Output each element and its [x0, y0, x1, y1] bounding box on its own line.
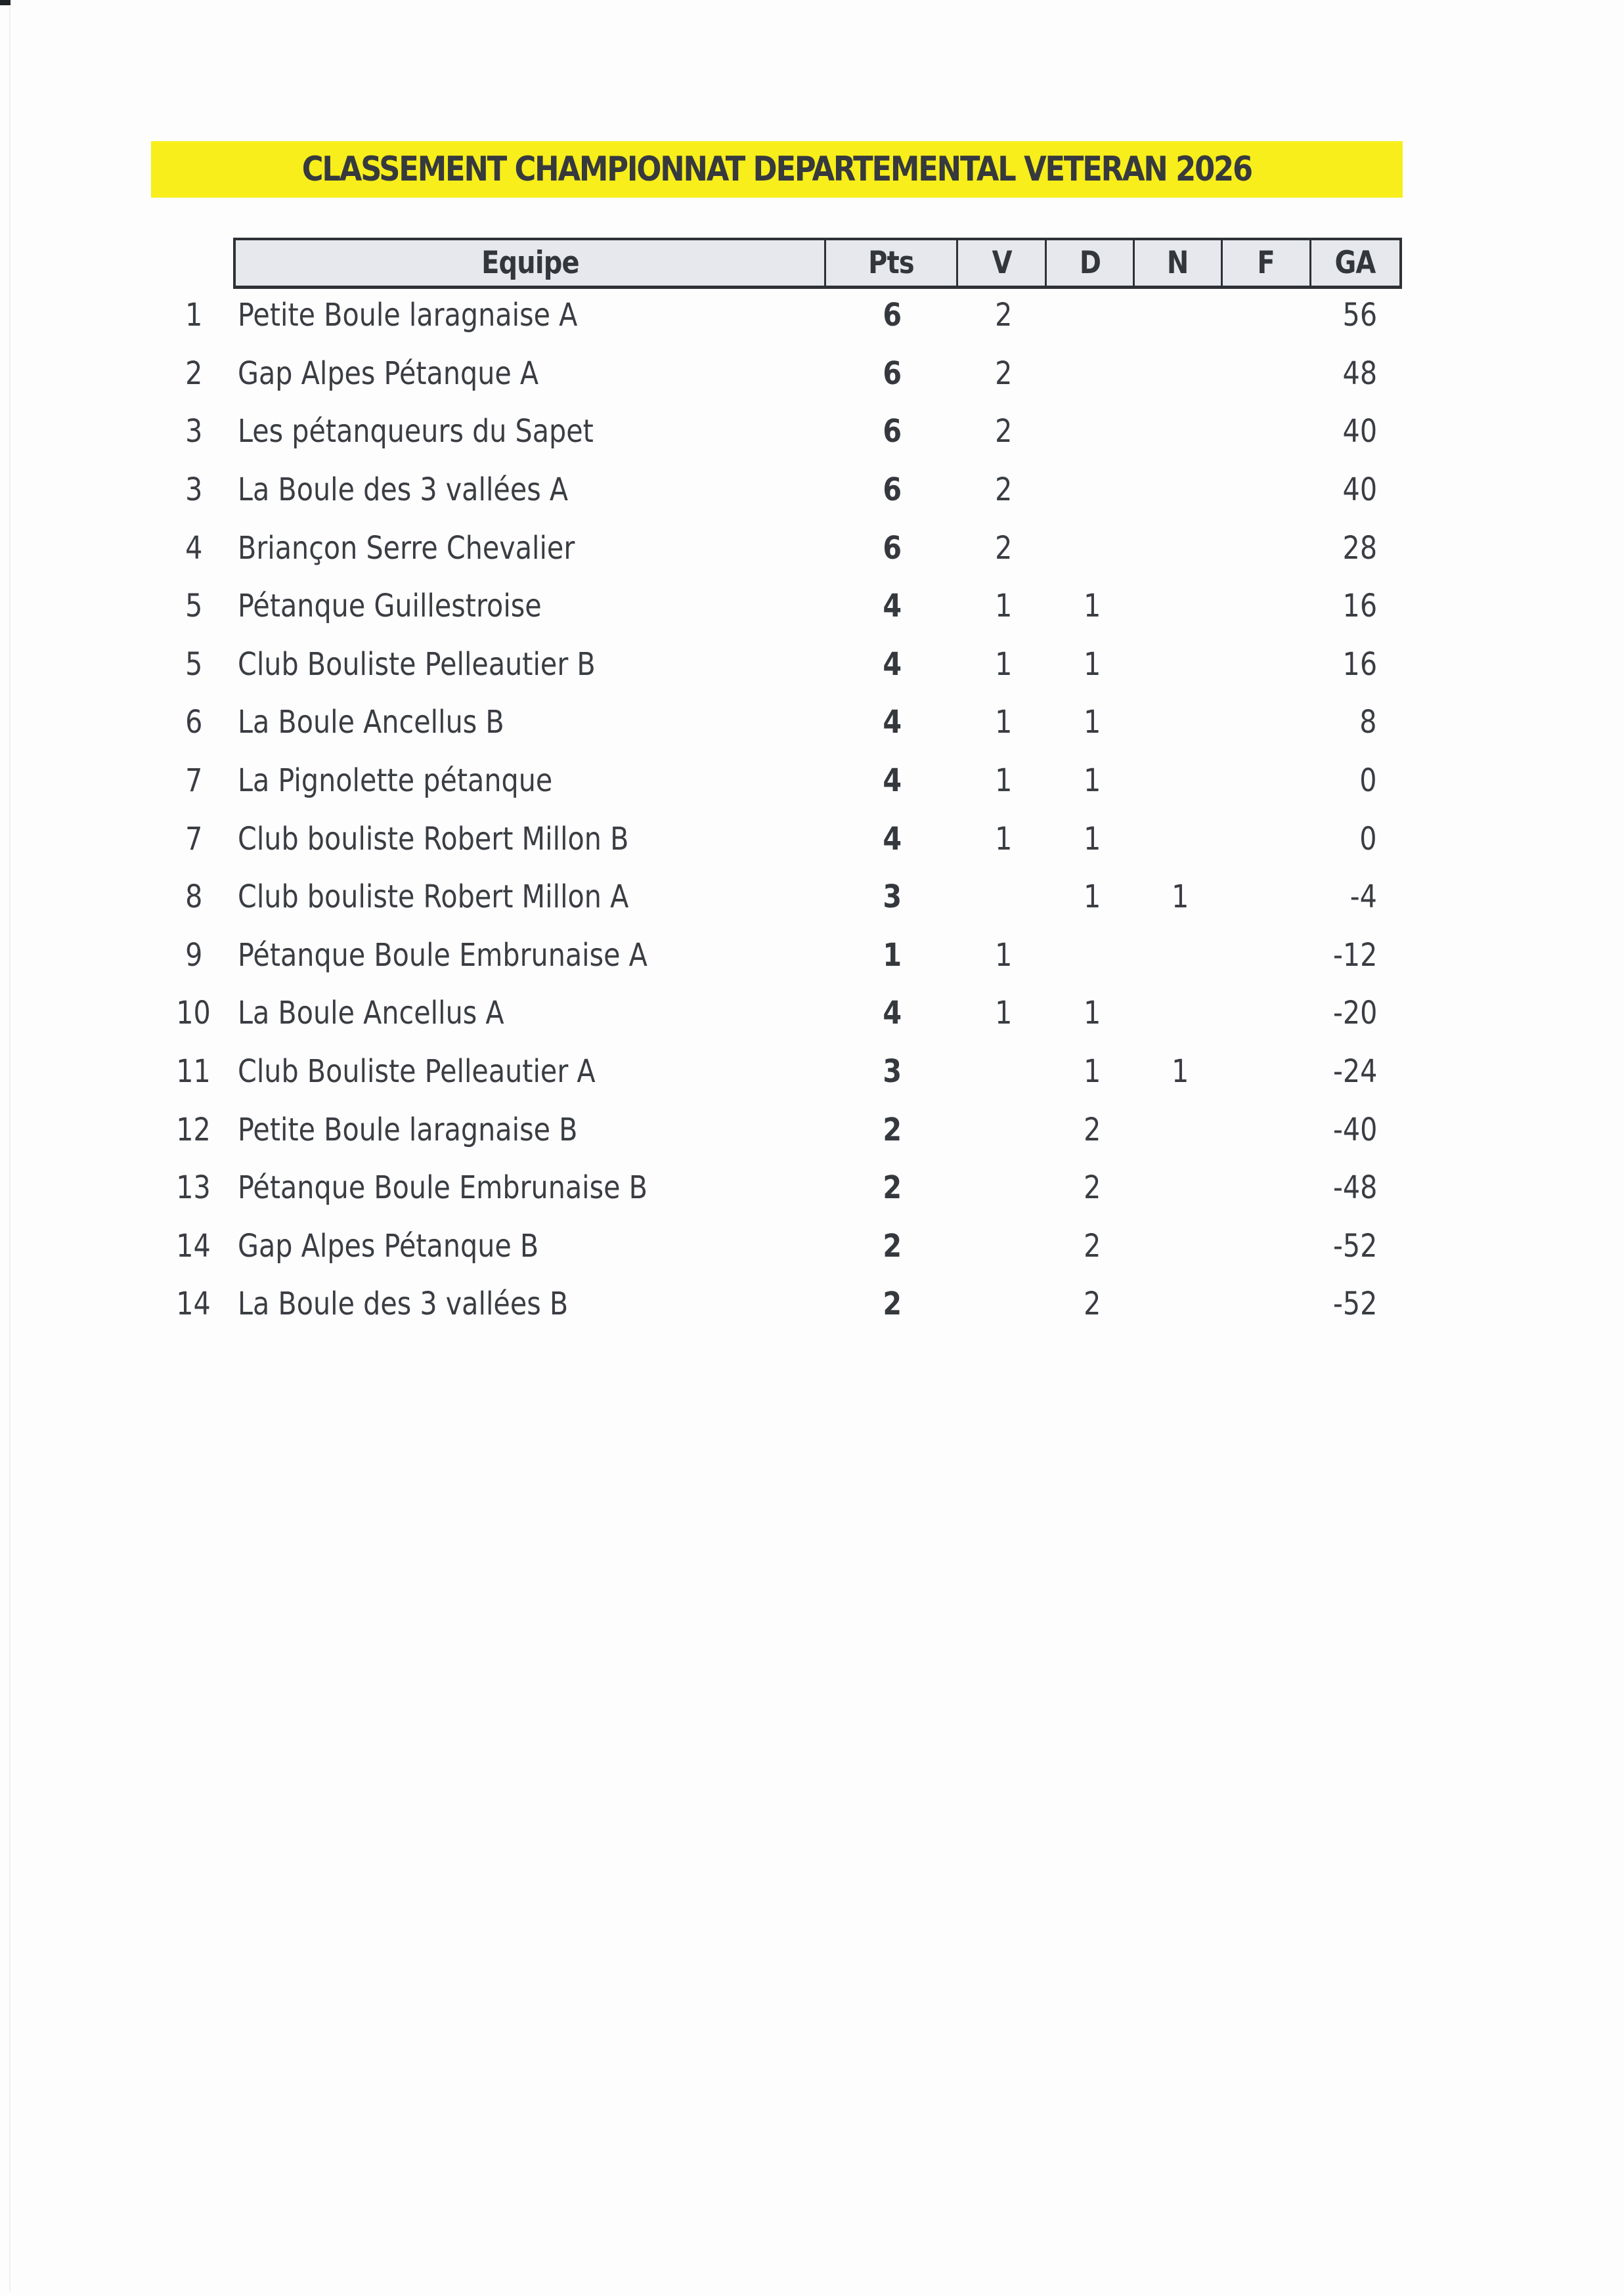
team-name-cell: La Boule des 3 vallées B: [238, 1286, 569, 1323]
table-row: [0, 868, 1624, 926]
draws-cell: [1136, 636, 1225, 694]
team-name-cell: Les pétanqueurs du Sapet: [238, 413, 594, 450]
points-cell: 6: [883, 355, 902, 392]
forfeits-cell: [1225, 461, 1313, 519]
team-name-cell: Club Bouliste Pelleautier B: [238, 645, 596, 683]
column-header-ga-label: GA: [1334, 245, 1376, 281]
forfeits-cell: [1225, 984, 1313, 1043]
losses-cell: 1: [1083, 762, 1101, 800]
goal-average-cell: 56: [1342, 297, 1377, 334]
goal-average-cell: 0: [1359, 762, 1377, 800]
table-row: [0, 519, 1624, 577]
column-header-f: [1223, 240, 1311, 286]
draws-cell: 1: [1172, 878, 1189, 916]
losses-cell: 1: [1083, 704, 1101, 741]
points-cell: 3: [883, 878, 902, 916]
points-cell: 3: [883, 1053, 902, 1091]
wins-cell: 1: [994, 820, 1013, 857]
table-row: [0, 984, 1624, 1043]
losses-cell: 1: [1083, 645, 1101, 683]
forfeits-cell: [1225, 693, 1313, 752]
points-cell: 6: [883, 297, 902, 334]
rank-cell: 6: [185, 704, 203, 741]
forfeits-cell: [1225, 810, 1313, 868]
wins-cell: [959, 868, 1048, 926]
wins-cell: 2: [994, 529, 1013, 567]
losses-cell: 2: [1083, 1111, 1101, 1148]
draws-cell: [1136, 1275, 1225, 1333]
losses-cell: [1048, 926, 1136, 985]
wins-cell: 2: [994, 355, 1013, 392]
team-name-cell: Club Bouliste Pelleautier A: [238, 1053, 596, 1091]
table-row: [0, 752, 1624, 810]
forfeits-cell: [1225, 519, 1313, 577]
goal-average-cell: 0: [1359, 820, 1377, 857]
goal-average-cell: -40: [1332, 1111, 1377, 1148]
table-row: [0, 345, 1624, 403]
losses-cell: [1048, 286, 1136, 345]
column-header-v-label: V: [992, 245, 1012, 281]
team-name-cell: Gap Alpes Pétanque B: [238, 1227, 539, 1265]
losses-cell: [1048, 519, 1136, 577]
draws-cell: [1136, 1100, 1225, 1159]
wins-cell: 2: [994, 413, 1013, 450]
table-row: [0, 1100, 1624, 1159]
team-name-cell: Gap Alpes Pétanque A: [238, 355, 539, 392]
draws-cell: [1136, 693, 1225, 752]
goal-average-cell: 40: [1342, 471, 1377, 509]
forfeits-cell: [1225, 345, 1313, 403]
forfeits-cell: [1225, 752, 1313, 810]
goal-average-cell: -52: [1332, 1227, 1377, 1265]
wins-cell: [959, 1275, 1048, 1333]
column-header-n: [1135, 240, 1223, 286]
points-cell: 6: [883, 413, 902, 450]
points-cell: 4: [883, 704, 902, 741]
losses-cell: 2: [1083, 1286, 1101, 1323]
draws-cell: [1136, 1159, 1225, 1217]
table-row: [0, 810, 1624, 868]
wins-cell: 2: [994, 471, 1013, 509]
draws-cell: [1136, 926, 1225, 985]
rank-cell: 14: [176, 1286, 211, 1323]
goal-average-cell: 40: [1342, 413, 1377, 450]
table-row: [0, 926, 1624, 985]
draws-cell: [1136, 577, 1225, 636]
draws-cell: [1136, 752, 1225, 810]
draws-cell: [1136, 1217, 1225, 1276]
forfeits-cell: [1225, 926, 1313, 985]
goal-average-cell: 48: [1342, 355, 1377, 392]
table-row: [0, 577, 1624, 636]
goal-average-cell: 16: [1342, 645, 1377, 683]
team-name-cell: Pétanque Boule Embrunaise B: [238, 1169, 647, 1207]
wins-cell: [959, 1159, 1048, 1217]
losses-cell: [1048, 402, 1136, 461]
title-banner: [151, 141, 1403, 198]
wins-cell: 2: [994, 297, 1013, 334]
losses-cell: [1048, 345, 1136, 403]
forfeits-cell: [1225, 636, 1313, 694]
goal-average-cell: -24: [1332, 1053, 1377, 1091]
column-header-ga: [1311, 240, 1399, 286]
losses-cell: [1048, 461, 1136, 519]
draws-cell: [1136, 984, 1225, 1043]
team-name-cell: Pétanque Guillestroise: [238, 588, 542, 625]
rank-cell: 1: [185, 297, 203, 334]
losses-cell: 1: [1083, 878, 1101, 916]
draws-cell: [1136, 402, 1225, 461]
rank-cell: 2: [185, 355, 203, 392]
points-cell: 4: [883, 588, 902, 625]
column-header-v: [958, 240, 1047, 286]
points-cell: 6: [883, 471, 902, 509]
points-cell: 2: [883, 1111, 902, 1148]
standings-table-body: [0, 286, 1624, 1333]
rank-cell: 12: [176, 1111, 211, 1148]
points-cell: 4: [883, 645, 902, 683]
rank-cell: 7: [185, 820, 203, 857]
rank-cell: 11: [176, 1053, 211, 1091]
team-name-cell: La Boule Ancellus B: [238, 704, 504, 741]
table-row: [0, 402, 1624, 461]
rank-cell: 7: [185, 762, 203, 800]
rank-cell: 5: [185, 588, 203, 625]
table-row: [0, 286, 1624, 345]
goal-average-cell: -48: [1332, 1169, 1377, 1207]
table-row: [0, 636, 1624, 694]
rank-cell: 13: [176, 1169, 211, 1207]
forfeits-cell: [1225, 868, 1313, 926]
forfeits-cell: [1225, 1100, 1313, 1159]
goal-average-cell: -12: [1332, 936, 1377, 974]
losses-cell: 2: [1083, 1169, 1101, 1207]
page-title: CLASSEMENT CHAMPIONNAT DEPARTEMENTAL VETERAN 2026: [301, 150, 1252, 189]
goal-average-cell: -20: [1332, 995, 1377, 1032]
team-name-cell: La Boule Ancellus A: [238, 995, 504, 1032]
table-row: [0, 461, 1624, 519]
team-name-cell: Pétanque Boule Embrunaise A: [238, 936, 647, 974]
forfeits-cell: [1225, 402, 1313, 461]
scan-corner-mark: [0, 0, 11, 5]
forfeits-cell: [1225, 1217, 1313, 1276]
forfeits-cell: [1225, 1159, 1313, 1217]
points-cell: 2: [883, 1286, 902, 1323]
losses-cell: 2: [1083, 1227, 1101, 1265]
wins-cell: 1: [994, 936, 1013, 974]
column-header-d-label: D: [1079, 245, 1101, 281]
team-name-cell: Petite Boule laragnaise A: [238, 297, 578, 334]
table-row: [0, 1275, 1624, 1333]
table-row: [0, 1043, 1624, 1101]
points-cell: 1: [883, 936, 902, 974]
goal-average-cell: -52: [1332, 1286, 1377, 1323]
team-name-cell: La Boule des 3 vallées A: [238, 471, 569, 509]
forfeits-cell: [1225, 1275, 1313, 1333]
wins-cell: [959, 1043, 1048, 1101]
table-row: [0, 693, 1624, 752]
losses-cell: 1: [1083, 995, 1101, 1032]
column-header-f-label: F: [1257, 245, 1275, 281]
table-row: [0, 1217, 1624, 1276]
wins-cell: [959, 1217, 1048, 1276]
rank-cell: 5: [185, 645, 203, 683]
rank-cell: 3: [185, 471, 203, 509]
draws-cell: [1136, 345, 1225, 403]
team-name-cell: Petite Boule laragnaise B: [238, 1111, 578, 1148]
column-header-n-label: N: [1167, 245, 1189, 281]
wins-cell: 1: [994, 995, 1013, 1032]
team-name-cell: Club bouliste Robert Millon A: [238, 878, 629, 916]
standings-table-header: [233, 238, 1402, 289]
points-cell: 4: [883, 995, 902, 1032]
rank-cell: 8: [185, 878, 203, 916]
rank-cell: 4: [185, 529, 203, 567]
table-row: [0, 1159, 1624, 1217]
goal-average-cell: -4: [1350, 878, 1377, 916]
draws-cell: [1136, 519, 1225, 577]
forfeits-cell: [1225, 286, 1313, 345]
team-name-cell: La Pignolette pétanque: [238, 762, 553, 800]
losses-cell: 1: [1083, 588, 1101, 625]
goal-average-cell: 28: [1342, 529, 1377, 567]
draws-cell: [1136, 461, 1225, 519]
goal-average-cell: 16: [1342, 588, 1377, 625]
wins-cell: 1: [994, 645, 1013, 683]
forfeits-cell: [1225, 577, 1313, 636]
wins-cell: 1: [994, 762, 1013, 800]
losses-cell: 1: [1083, 1053, 1101, 1091]
losses-cell: 1: [1083, 820, 1101, 857]
goal-average-cell: 8: [1359, 704, 1377, 741]
wins-cell: 1: [994, 588, 1013, 625]
column-header-d: [1047, 240, 1134, 286]
rank-cell: 9: [185, 936, 203, 974]
wins-cell: 1: [994, 704, 1013, 741]
draws-cell: [1136, 810, 1225, 868]
team-name-cell: Briançon Serre Chevalier: [238, 529, 575, 567]
rank-cell: 14: [176, 1227, 211, 1265]
points-cell: 2: [883, 1169, 902, 1207]
forfeits-cell: [1225, 1043, 1313, 1101]
points-cell: 4: [883, 820, 902, 857]
column-header-pts: [826, 240, 958, 286]
column-header-equipe-label: Equipe: [481, 245, 579, 281]
wins-cell: [959, 1100, 1048, 1159]
draws-cell: [1136, 286, 1225, 345]
draws-cell: 1: [1172, 1053, 1189, 1091]
team-name-cell: Club bouliste Robert Millon B: [238, 820, 629, 857]
points-cell: 2: [883, 1227, 902, 1265]
rank-cell: 10: [176, 995, 211, 1032]
rank-cell: 3: [185, 413, 203, 450]
points-cell: 4: [883, 762, 902, 800]
column-header-pts-label: Pts: [868, 245, 914, 281]
column-header-equipe: [236, 240, 826, 286]
points-cell: 6: [883, 529, 902, 567]
